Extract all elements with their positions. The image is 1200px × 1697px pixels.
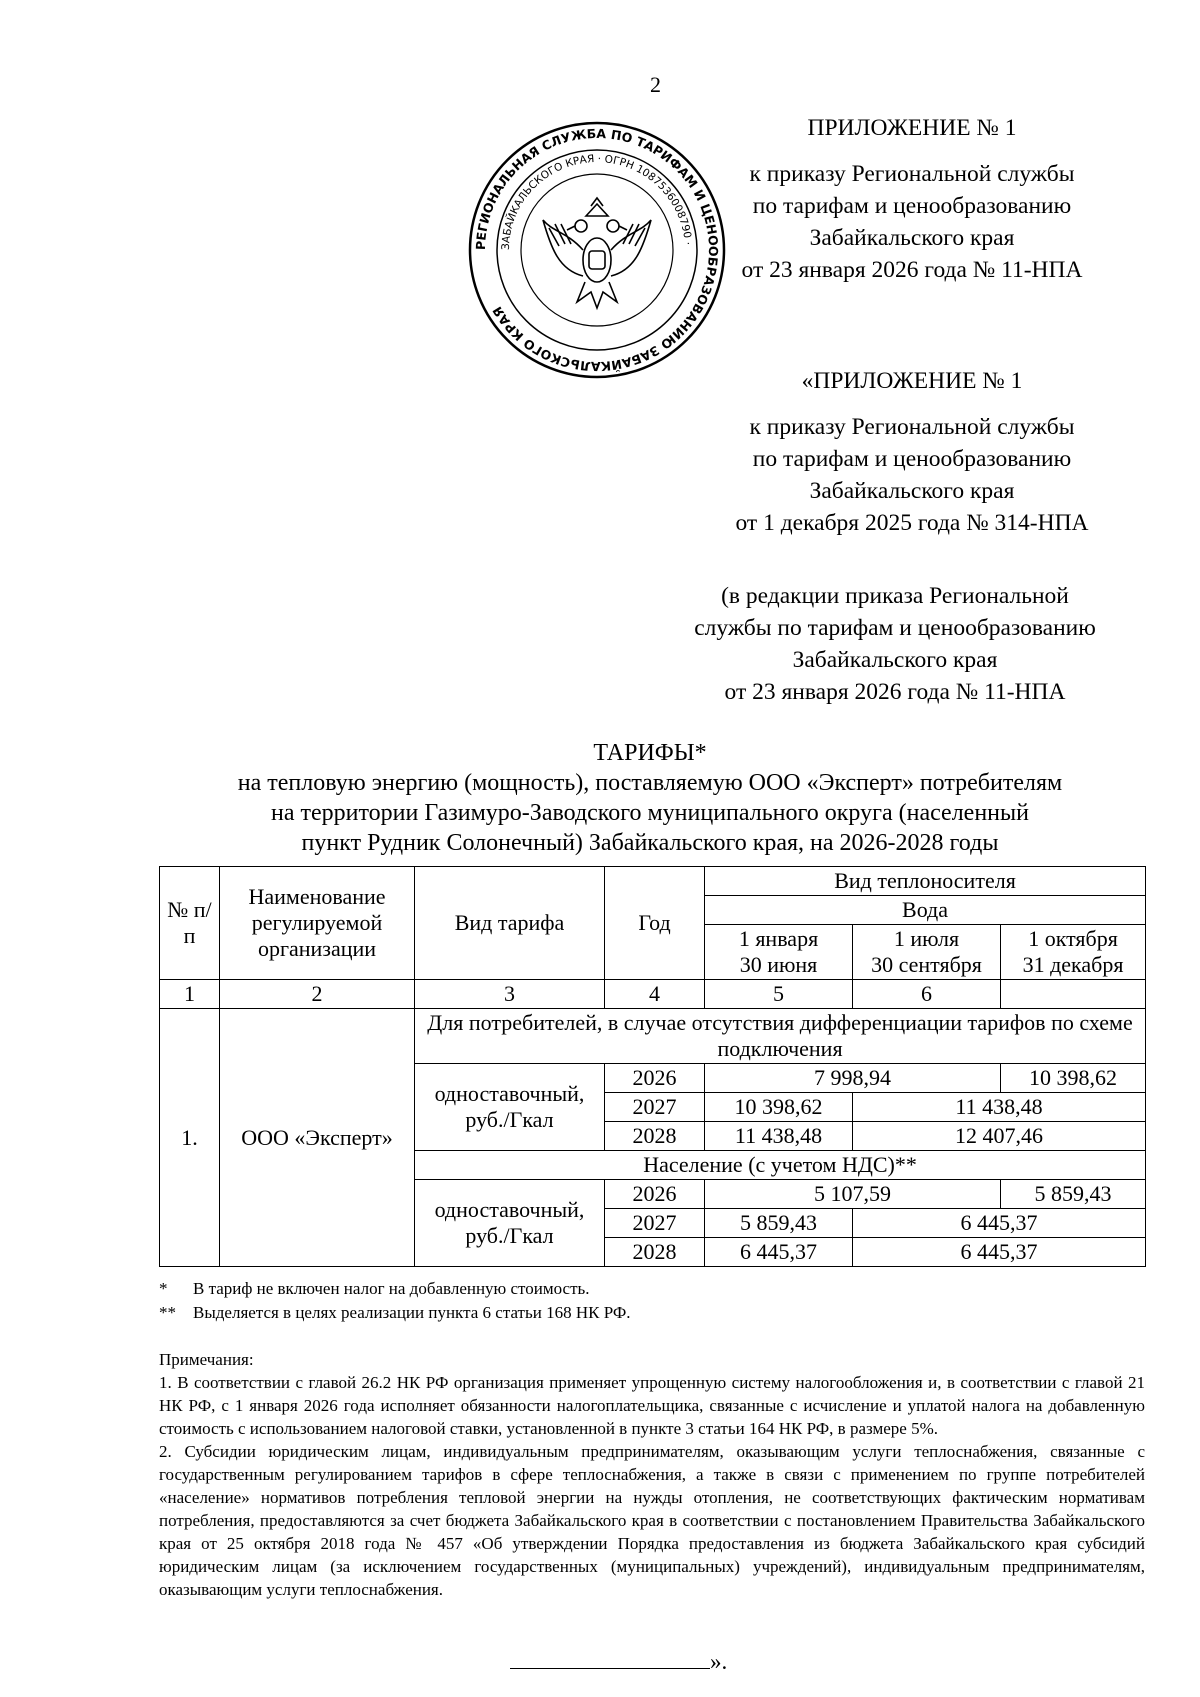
- footnote: [159, 1277, 1145, 1301]
- signature-line: [510, 1648, 710, 1669]
- index-cell: 3: [415, 980, 605, 1009]
- index-cell: 1: [160, 980, 220, 1009]
- header-year: Год: [605, 867, 705, 980]
- header-period-2: 1 июля 30 сентября: [853, 925, 1001, 980]
- eagle-emblem-icon: [543, 198, 651, 308]
- appendix-new-line: к приказу Региональной службы: [749, 161, 1075, 187]
- footnote-text: В тариф не включен налог на добавленную стоимость.: [193, 1279, 590, 1298]
- seal-inner-text: ЗАБАЙКАЛЬСКОГО КРАЯ · ОГРН 1087536008790 ·: [499, 152, 694, 251]
- tariff-type-cell: одноставочный, руб./Гкал: [415, 1064, 605, 1151]
- appendix-new-block: [712, 112, 1112, 286]
- section-general: Для потребителей, в случае отсутствия дифференциации тарифов по схеме подключения: [415, 1009, 1146, 1064]
- footnote-text: Выделяется в целях реализации пункта 6 статьи 168 НК РФ.: [193, 1303, 631, 1322]
- appendix-old-title: «ПРИЛОЖЕНИЕ № 1: [801, 368, 1023, 394]
- year-cell: 2026: [605, 1064, 705, 1093]
- closing-quote: ».: [710, 1649, 728, 1674]
- appendix-new-line: от 23 января 2026 года № 11-НПА: [741, 257, 1083, 283]
- index-cell: 4: [605, 980, 705, 1009]
- year-cell: 2026: [605, 1180, 705, 1209]
- tariff-value: 6 445,37: [705, 1238, 853, 1267]
- official-seal: [467, 120, 727, 380]
- seal-outer-text: РЕГИОНАЛЬНАЯ СЛУЖБА ПО ТАРИФАМ И ЦЕНООБРАЗОВАНИЮ ЗАБАЙКАЛЬСКОГО КРАЯ: [472, 125, 722, 375]
- page-number: 2: [650, 72, 661, 97]
- tariff-value: 11 438,48: [705, 1122, 853, 1151]
- index-row: [160, 980, 1146, 1009]
- footnotes: [159, 1277, 1145, 1325]
- edition-line: от 23 января 2026 года № 11-НПА: [724, 679, 1066, 705]
- year-cell: 2027: [605, 1209, 705, 1238]
- tariff-value: 10 398,62: [1001, 1064, 1146, 1093]
- header-carrier: Вид теплоносителя: [705, 867, 1146, 896]
- edition-line: службы по тарифам и ценообразованию: [694, 615, 1096, 641]
- edition-line: Забайкальского края: [792, 647, 998, 673]
- year-cell: 2027: [605, 1093, 705, 1122]
- tariff-value: 12 407,46: [853, 1122, 1146, 1151]
- header-tariff-type: Вид тарифа: [415, 867, 605, 980]
- footnote: [159, 1301, 1145, 1325]
- tariff-value: 5 107,59: [705, 1180, 1001, 1209]
- tariff-value: 6 445,37: [853, 1238, 1146, 1267]
- row-number: 1.: [160, 1009, 220, 1267]
- appendix-new-line: Забайкальского края: [809, 225, 1015, 251]
- header-organization: Наименование регулируемой организации: [220, 867, 415, 980]
- appendix-old-line: к приказу Региональной службы: [749, 414, 1075, 440]
- appendix-new-title: ПРИЛОЖЕНИЕ № 1: [807, 115, 1017, 141]
- appendix-old-line: Забайкальского края: [809, 478, 1015, 504]
- tariff-value: 5 859,43: [705, 1209, 853, 1238]
- notes: [159, 1348, 1145, 1601]
- tariff-value: 11 438,48: [853, 1093, 1146, 1122]
- section-population: Население (с учетом НДС)**: [415, 1151, 1146, 1180]
- tariff-value: 5 859,43: [1001, 1180, 1146, 1209]
- organization-name: ООО «Эксперт»: [220, 1009, 415, 1267]
- appendix-old-block: [712, 365, 1112, 539]
- title-line: пункт Рудник Солонечный) Забайкальского края, на 2026-2028 годы: [301, 830, 999, 856]
- title-heading: ТАРИФЫ*: [593, 740, 707, 766]
- index-cell: 6: [853, 980, 1001, 1009]
- edition-line: (в редакции приказа Региональной: [721, 583, 1069, 609]
- footnote-mark: **: [159, 1303, 176, 1322]
- tariff-type-cell: одноставочный, руб./Гкал: [415, 1180, 605, 1267]
- tariff-table: [159, 866, 1146, 1267]
- index-cell: [1001, 980, 1146, 1009]
- closing-line: [510, 1648, 727, 1675]
- note-item: 1. В соответствии с главой 26.2 НК РФ организация применяет упрощенную систему налогообложения и, в соответствии с главой 21 НК РФ, с 1 января 2026 года исполняет обязанности налогоплательщика, связанные с исчисление и уплатой налога на добавленную стоимость с использованием налоговой ставки, установленной в пункте 3 статьи 164 НК РФ, в размере 5%.: [159, 1373, 1145, 1438]
- index-cell: 2: [220, 980, 415, 1009]
- title-line: на территории Газимуро-Заводского муниципального округа (населенный: [271, 800, 1029, 826]
- header-num: № п/п: [160, 867, 220, 980]
- appendix-old-line: по тарифам и ценообразованию: [752, 446, 1072, 472]
- appendix-old-line: от 1 декабря 2025 года № 314-НПА: [735, 510, 1089, 536]
- notes-heading: Примечания:: [159, 1350, 254, 1369]
- index-cell: 5: [705, 980, 853, 1009]
- title-line: на тепловую энергию (мощность), поставляемую ООО «Эксперт» потребителям: [237, 770, 1063, 796]
- tariff-value: 10 398,62: [705, 1093, 853, 1122]
- header-period-1: 1 января 30 июня: [705, 925, 853, 980]
- header-water: Вода: [705, 896, 1146, 925]
- table-row: [160, 1009, 1146, 1064]
- footnote-mark: *: [159, 1279, 168, 1298]
- tariff-value: 6 445,37: [853, 1209, 1146, 1238]
- edition-block: [645, 580, 1145, 708]
- year-cell: 2028: [605, 1122, 705, 1151]
- appendix-new-line: по тарифам и ценообразованию: [752, 193, 1072, 219]
- document-title: [150, 738, 1150, 858]
- header-period-3: 1 октября 31 декабря: [1001, 925, 1146, 980]
- year-cell: 2028: [605, 1238, 705, 1267]
- tariff-value: 7 998,94: [705, 1064, 1001, 1093]
- note-item: 2. Субсидии юридическим лицам, индивидуальным предпринимателям, оказывающим услуги теплоснабжения, связанные с государственным регулированием тарифов в сфере теплоснабжения, а также в связи с применением по группе потребителей «население» нормативов потребления тепловой энергии на нужды отопления, не соответствующих фактическим нормативам потребления, предоставляются за счет бюджета Забайкальского края в соответствии с постановлением Правительства Забайкальского края от 25 октября 2018 года № 457 «Об утверждении Порядка предоставления из бюджета Забайкальского края субсидий юридическим лицам (за исключением государственных (муниципальных) учреждений), индивидуальным предпринимателям, оказывающим услуги теплоснабжения.: [159, 1442, 1145, 1599]
